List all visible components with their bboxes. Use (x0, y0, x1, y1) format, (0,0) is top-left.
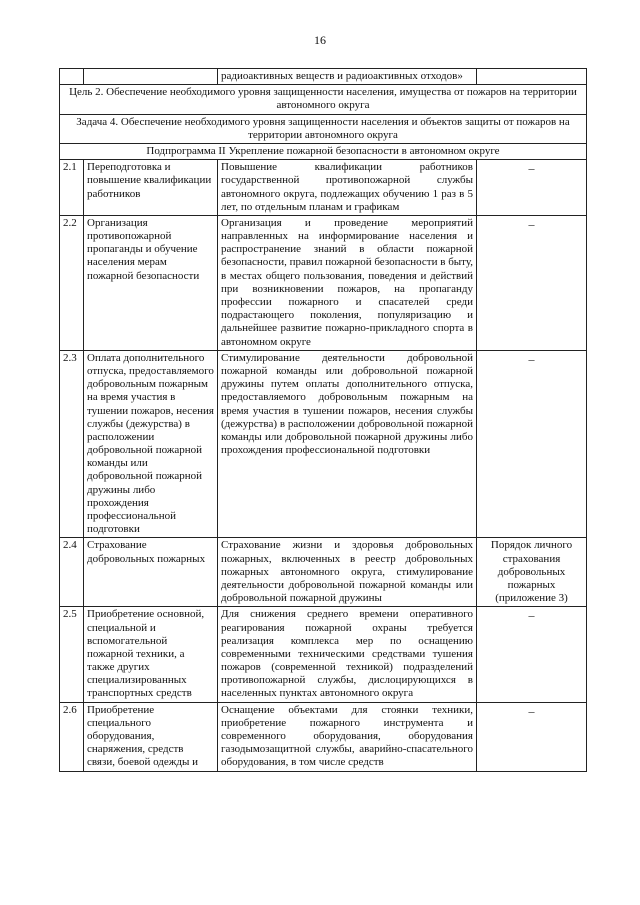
row-number: 2.3 (60, 350, 84, 538)
legal-document: – (477, 607, 587, 702)
table-row (60, 607, 587, 702)
measure-name: Переподготовка и повышение квалификации работников (84, 160, 218, 216)
legal-document: – (477, 702, 587, 771)
measure-description: Организация и проведение мероприятий направленных на информирование населения и распространение знаний в области пожарной безопасности, правил пожарной безопасности в быту, в местах общего пользования, поведения и действий при возникновении пожаров, на пропаганду профессии пожарного и спасателей среди подрастающего поколения, популяризацию и дальнейшее развитие пожарно-прикладного спорта в автономном округе (218, 215, 477, 350)
row-number: 2.2 (60, 215, 84, 350)
measure-name: Организация противопожарной пропаганды и обучение населения мерам пожарной безопасности (84, 215, 218, 350)
measures-table (59, 68, 587, 772)
table-row-continuation (60, 69, 587, 85)
measure-description: Повышение квалификации работников государственной противопожарной службы автономного округа, подлежащих обучению 1 раз в 5 лет, по отдельным планам и графикам (218, 160, 477, 216)
cell-doc (477, 69, 587, 85)
table-row-subprogram (60, 143, 587, 159)
cell-measure: радиоактивных веществ и радиоактивных отходов» (218, 69, 477, 85)
subprogram-heading: Подпрограмма II Укрепление пожарной безопасности в автономном округе (60, 143, 587, 159)
measure-name: Оплата дополнительного отпуска, предоставляемого добровольным пожарным на время участия в тушении пожаров, несения службы (дежурства) в расположении добровольной пожарной команды или добровольной пожарной дружины либо прохождения профессиональной подготовки (84, 350, 218, 538)
legal-document: – (477, 160, 587, 216)
measure-description: Для снижения среднего времени оперативного реагирования пожарной охраны требуется реализация комплекса мер по оснащению современными техническими средствами тушения пожаров (современной техникой) подразделений противопожарной службы, дислоцирующихся в населенных пунктах автономного округа (218, 607, 477, 702)
measure-description: Стимулирование деятельности добровольной пожарной команды или добровольной пожарной дружины путем оплаты дополнительного отпуска, предоставляемого добровольным пожарным на время участия в тушении пожаров, несения службы (дежурства) в расположении добровольной пожарной команды или добровольной пожарной дружины либо прохождения профессиональной подготовки (218, 350, 477, 538)
cell-name (84, 69, 218, 85)
measure-name: Приобретение основной, специальной и вспомогательной пожарной техники, а также других специализированных транспортных средств (84, 607, 218, 702)
goal-heading: Цель 2. Обеспечение необходимого уровня защищенности населения, имущества от пожаров на территории автономного округа (60, 85, 587, 114)
measure-description: Оснащение объектами для стоянки техники, приобретение пожарного инструмента и современного оборудования, оборудования газодымозащитной службы, аварийно-спасательного оборудования, в том числе средств (218, 702, 477, 771)
task-heading: Задача 4. Обеспечение необходимого уровня защищенности населения и объектов защиты от пожаров на территории автономного округа (60, 114, 587, 143)
row-number: 2.6 (60, 702, 84, 771)
legal-document: – (477, 215, 587, 350)
table-row (60, 215, 587, 350)
table-row-goal (60, 85, 587, 114)
table-row (60, 350, 587, 538)
table-row-task (60, 114, 587, 143)
cell-num (60, 69, 84, 85)
table-row (60, 538, 587, 607)
measure-name: Страхование добровольных пожарных (84, 538, 218, 607)
legal-document: – (477, 350, 587, 538)
legal-document: Порядок личного страхования добровольных пожарных (приложение 3) (477, 538, 587, 607)
row-number: 2.1 (60, 160, 84, 216)
measure-description: Страхование жизни и здоровья добровольных пожарных, включенных в реестр добровольных пожарных автономного округа, стимулирование деятельности добровольной пожарной команды или добровольной пожарной дружины (218, 538, 477, 607)
table-row (60, 160, 587, 216)
page-number: 16 (314, 33, 326, 47)
measure-name: Приобретение специального оборудования, снаряжения, средств связи, боевой одежды и (84, 702, 218, 771)
row-number: 2.5 (60, 607, 84, 702)
row-number: 2.4 (60, 538, 84, 607)
table-row (60, 702, 587, 771)
